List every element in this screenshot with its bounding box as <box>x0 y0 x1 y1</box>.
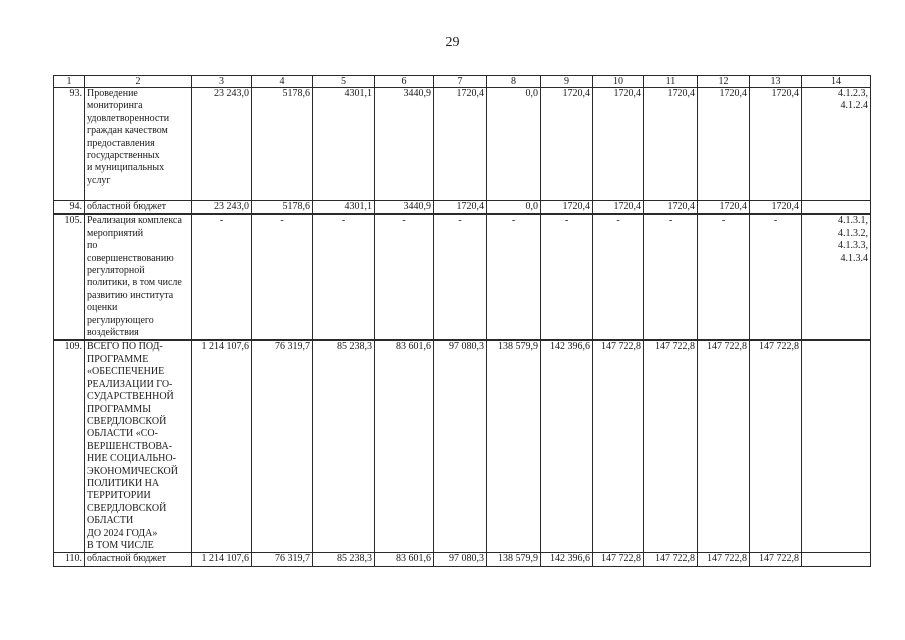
column-header: 10 <box>593 76 644 88</box>
value-cell: 142 396,6 <box>541 553 593 566</box>
value-cell: 147 722,8 <box>593 553 644 566</box>
row-number: 110. <box>54 553 85 566</box>
page-number: 29 <box>445 35 460 50</box>
row-name-line: государственных <box>87 150 160 162</box>
row-name-line: ДО 2024 ГОДА» <box>87 527 158 539</box>
table-row <box>54 553 871 566</box>
value-cell: 1720,4 <box>593 201 644 215</box>
value-cell: - <box>313 214 375 340</box>
value-cell: 4301,1 <box>313 88 375 201</box>
value-cell: 76 319,7 <box>252 553 313 566</box>
row-name-line: оценки <box>87 302 118 314</box>
value-cell: 138 579,9 <box>487 340 541 552</box>
row-name-line: ПРОГРАММЕ <box>87 353 149 365</box>
row-name-line: ВЕРШЕНСТВОВА- <box>87 440 173 452</box>
row-name-line: по <box>87 240 98 252</box>
column-header: 9 <box>541 76 593 88</box>
column-header: 1 <box>54 76 85 88</box>
value-cell: 1720,4 <box>541 201 593 215</box>
value-cell: 4301,1 <box>313 201 375 215</box>
row-name-line: ОБЛАСТИ «СО- <box>87 428 158 440</box>
row-name-line: СВЕРДЛОВСКОЙ <box>87 415 167 427</box>
value-cell: 23 243,0 <box>192 88 252 201</box>
value-cell: 1720,4 <box>750 201 802 215</box>
row-name-line: мероприятий <box>87 227 144 239</box>
target-codes <box>802 201 871 215</box>
target-code: 4.1.3.2, <box>838 227 868 239</box>
row-name-line: ЭКОНОМИЧЕСКОЙ <box>87 465 178 477</box>
row-number: 93. <box>54 88 85 201</box>
value-cell: 97 080,3 <box>434 553 487 566</box>
value-cell: - <box>375 214 434 340</box>
column-header: 5 <box>313 76 375 88</box>
value-cell: 97 080,3 <box>434 340 487 552</box>
value-cell: 1720,4 <box>541 88 593 201</box>
value-cell: 1720,4 <box>698 88 750 201</box>
table-row <box>54 340 871 552</box>
table-row <box>54 88 871 201</box>
column-header: 12 <box>698 76 750 88</box>
column-header: 3 <box>192 76 252 88</box>
value-cell: 1 214 107,6 <box>192 553 252 566</box>
target-codes <box>802 340 871 552</box>
row-name-line: ТЕРРИТОРИИ <box>87 490 151 502</box>
row-name-line: областной бюджет <box>87 553 167 565</box>
target-code: 4.1.2.4 <box>840 100 868 112</box>
value-cell: - <box>698 214 750 340</box>
target-code: 4.1.2.3, <box>838 88 868 99</box>
row-name-line: развитию института <box>87 289 174 301</box>
target-codes <box>802 214 871 340</box>
value-cell: 147 722,8 <box>644 340 698 552</box>
row-name-line: мониторинга <box>87 100 143 112</box>
row-name-line: регулирующего <box>87 314 154 326</box>
row-name-line: регуляторной <box>87 265 145 277</box>
value-cell: 138 579,9 <box>487 553 541 566</box>
value-cell: - <box>593 214 644 340</box>
value-cell: 147 722,8 <box>644 553 698 566</box>
row-name-line: областной бюджет <box>87 201 167 212</box>
value-cell: 1720,4 <box>593 88 644 201</box>
table-header <box>54 76 871 88</box>
row-number: 94. <box>54 201 85 215</box>
row-name-line: удовлетворенности <box>87 112 170 124</box>
row-name-line: политики, в том числе <box>87 277 182 289</box>
value-cell: 85 238,3 <box>313 553 375 566</box>
column-header: 7 <box>434 76 487 88</box>
table-row <box>54 201 871 215</box>
row-name <box>85 553 192 566</box>
row-number: 105. <box>54 214 85 340</box>
row-name-line: ВСЕГО ПО ПОД- <box>87 341 163 353</box>
row-name-line: В ТОМ ЧИСЛЕ <box>87 539 154 551</box>
value-cell: 1720,4 <box>434 201 487 215</box>
row-name-line: воздействия <box>87 327 139 339</box>
target-code: 4.1.3.3, <box>838 240 868 252</box>
value-cell: - <box>434 214 487 340</box>
row-name-line: ПРОГРАММЫ <box>87 403 151 415</box>
row-name-line: «ОБЕСПЕЧЕНИЕ <box>87 366 165 378</box>
value-cell: - <box>644 214 698 340</box>
value-cell: 76 319,7 <box>252 340 313 552</box>
value-cell: 1720,4 <box>750 88 802 201</box>
value-cell: - <box>192 214 252 340</box>
value-cell: 3440,9 <box>375 88 434 201</box>
value-cell: 147 722,8 <box>698 553 750 566</box>
value-cell: 1720,4 <box>644 201 698 215</box>
column-header: 13 <box>750 76 802 88</box>
row-name-line: РЕАЛИЗАЦИИ ГО- <box>87 378 173 390</box>
row-name-line: ОБЛАСТИ <box>87 515 134 527</box>
row-name <box>85 201 192 215</box>
value-cell: 1720,4 <box>434 88 487 201</box>
table-row <box>54 214 871 340</box>
value-cell: 147 722,8 <box>750 340 802 552</box>
column-header: 2 <box>85 76 192 88</box>
value-cell: - <box>252 214 313 340</box>
budget-table <box>53 75 871 567</box>
value-cell: - <box>487 214 541 340</box>
row-name <box>85 214 192 340</box>
value-cell: 142 396,6 <box>541 340 593 552</box>
row-name-line: СВЕРДЛОВСКОЙ <box>87 502 167 514</box>
row-name-line: совершенствованию <box>87 252 174 264</box>
column-header: 8 <box>487 76 541 88</box>
value-cell: 0,0 <box>487 201 541 215</box>
row-name-line: ПОЛИТИКИ НА <box>87 477 160 489</box>
row-name-line: и муниципальных <box>87 162 165 174</box>
value-cell: 147 722,8 <box>750 553 802 566</box>
value-cell: 1720,4 <box>698 201 750 215</box>
column-header: 11 <box>644 76 698 88</box>
value-cell: 5178,6 <box>252 201 313 215</box>
row-name <box>85 88 192 201</box>
value-cell: 1 214 107,6 <box>192 340 252 552</box>
row-name-line: предоставления <box>87 137 155 149</box>
value-cell: 85 238,3 <box>313 340 375 552</box>
column-header: 6 <box>375 76 434 88</box>
target-codes <box>802 553 871 566</box>
target-codes <box>802 88 871 201</box>
value-cell: 83 601,6 <box>375 340 434 552</box>
value-cell: 1720,4 <box>644 88 698 201</box>
row-number: 109. <box>54 340 85 552</box>
target-code: 4.1.3.4 <box>840 252 868 264</box>
value-cell: 147 722,8 <box>698 340 750 552</box>
target-code: 4.1.3.1, <box>838 215 868 227</box>
row-name-line: Реализация комплекса <box>87 215 182 227</box>
row-name-line: СУДАРСТВЕННОЙ <box>87 391 174 403</box>
value-cell: 23 243,0 <box>192 201 252 215</box>
row-name <box>85 340 192 552</box>
value-cell: 0,0 <box>487 88 541 201</box>
value-cell: 3440,9 <box>375 201 434 215</box>
value-cell: 147 722,8 <box>593 340 644 552</box>
row-name-line: НИЕ СОЦИАЛЬНО- <box>87 453 176 465</box>
value-cell: - <box>541 214 593 340</box>
value-cell: 5178,6 <box>252 88 313 201</box>
row-name-line: услуг <box>87 174 111 186</box>
column-header: 14 <box>802 76 871 88</box>
value-cell: - <box>750 214 802 340</box>
row-name-line: Проведение <box>87 88 138 99</box>
row-name-line: граждан качеством <box>87 125 168 137</box>
value-cell: 83 601,6 <box>375 553 434 566</box>
column-header: 4 <box>252 76 313 88</box>
